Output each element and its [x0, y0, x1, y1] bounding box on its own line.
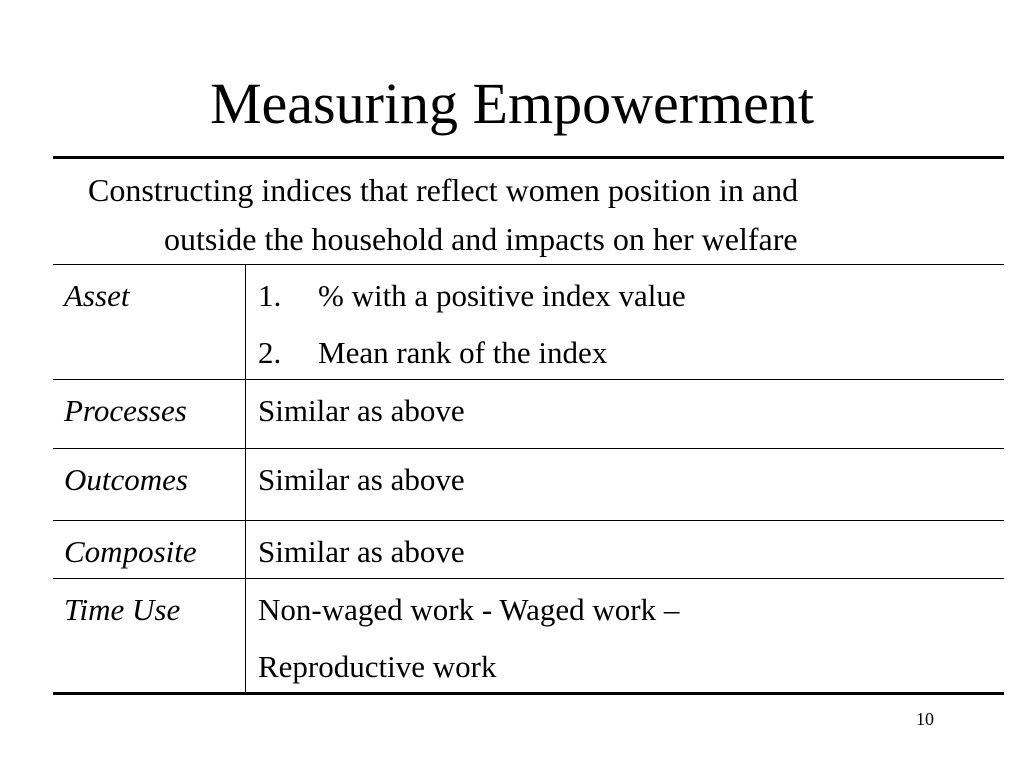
table-header-divider: [53, 264, 1004, 265]
list-item: [258, 276, 686, 316]
row-divider: [53, 578, 1004, 579]
row-value-composite: Similar as above: [258, 534, 465, 569]
row-value-time-use-line-2: Reproductive work: [258, 649, 497, 684]
slide-title: Measuring Empowerment: [209, 71, 814, 136]
page-number: 10: [916, 709, 934, 729]
row-label-processes: Processes: [64, 393, 187, 428]
row-value-time-use-line-1: Non-waged work - Waged work –: [258, 592, 680, 627]
table-column-divider: [245, 264, 246, 694]
row-divider: [53, 379, 1004, 380]
list-item-text: Mean rank of the index: [318, 335, 608, 370]
table-header-line-1: Constructing indices that reflect women position in and: [88, 172, 799, 208]
table-header-line-2: outside the household and impacts on her welfare: [164, 221, 798, 257]
table-bottom-border: [53, 692, 1004, 695]
row-value-processes: Similar as above: [258, 393, 465, 428]
row-divider: [53, 448, 1004, 449]
table-top-border: [53, 156, 1004, 159]
row-label-time-use: Time Use: [64, 592, 181, 627]
row-divider: [53, 520, 1004, 521]
list-item: [258, 333, 607, 373]
row-label-outcomes: Outcomes: [64, 462, 188, 497]
row-label-asset: Asset: [64, 278, 130, 313]
row-value-outcomes: Similar as above: [258, 462, 465, 497]
row-label-composite: Composite: [64, 534, 197, 569]
list-item-number: 2.: [258, 335, 282, 370]
list-item-number: 1.: [258, 278, 282, 313]
list-item-text: % with a positive index value: [318, 278, 686, 313]
table-header: [53, 166, 1004, 264]
